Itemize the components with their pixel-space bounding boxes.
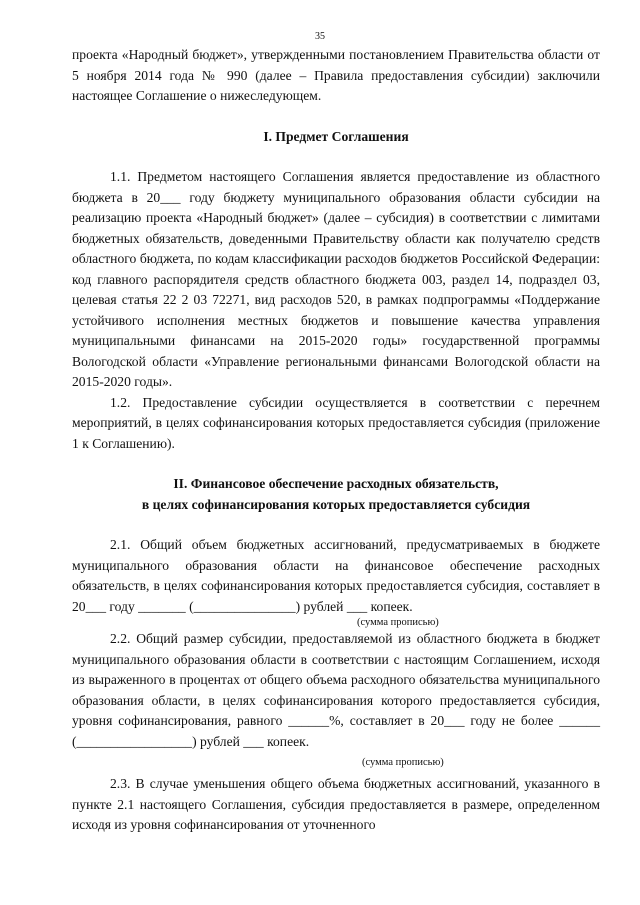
clause-2-2-amount-note: (сумма прописью) [362, 757, 444, 768]
document-body [72, 45, 600, 836]
section-2-heading-line-1: II. Финансовое обеспечение расходных обязательств, [173, 476, 499, 491]
section-2-heading-line-2: в целях софинансирования которых предоставляется субсидия [141, 496, 531, 512]
page-number: 35 [315, 31, 325, 42]
clause-1-1: 1.1. Предметом настоящего Соглашения является предоставление из областного бюджета в 20___ году бюджету муниципального образования области субсидии на реализацию проекта «Народный бюджет» (далее – субсидия) в соответствии с лимитами бюджетных обязательств, доведенными Правительству области как получателю средств областного бюджета, по кодам классификации расходов бюджетов Российской Федерации: код главного распорядителя средств областного бюджета 003, раздел 14, подраздел 03, целевая статья 22 2 03 72271, вид расходов 520, в рамках подпрограммы «Поддержание устойчивого исполнения местных бюджетов и повышение качества управления муниципальными финансами на 2015-2020 годы» государственной программы Вологодской области «Управление региональными финансами Вологодской области на 2015-2020 годы». [72, 169, 600, 389]
intro-paragraph: проекта «Народный бюджет», утвержденными постановлением Правительства области от 5 ноября 2014 года № 990 (далее – Правила предоставления субсидии) заключили настоящее Соглашение о нижеследующем. [72, 47, 600, 103]
clause-1-2: 1.2. Предоставление субсидии осуществляется в соответствии с перечнем мероприятий, в целях софинансирования которых предоставляется субсидия (приложение 1 к Соглашению). [72, 394, 600, 451]
clause-2-1-amount-note: (сумма прописью) [357, 617, 439, 628]
clause-2-2: 2.2. Общий размер субсидии, предоставляемой из областного бюджета в бюджет муниципального образования области в соответствии с настоящим Соглашением, исходя из выраженного в процентах от общего объема расходного обязательства муниципального образования области, в целях софинансирования которого предоставляется субсидия, уровня софинансирования, равного ______%, составляет в 20___ году не более ______ (_________________) рублей ___ копеек. [72, 631, 600, 749]
clause-2-3: 2.3. В случае уменьшения общего объема бюджетных ассигнований, указанного в пункте 2.1 настоящего Соглашения, субсидия предоставляется в размере, определенном исходя из уровня софинансирования от уточненного [72, 776, 600, 832]
section-1-heading: I. Предмет Соглашения [263, 128, 409, 144]
clause-2-1: 2.1. Общий объем бюджетных ассигнований, предусматриваемых в бюджете муниципального образования области на финансовое обеспечение расходных обязательств, в целях софинансирования которых предоставляется субсидия, составляет в 20___ году _______ (_______________) рублей ___ копеек. [72, 537, 600, 614]
